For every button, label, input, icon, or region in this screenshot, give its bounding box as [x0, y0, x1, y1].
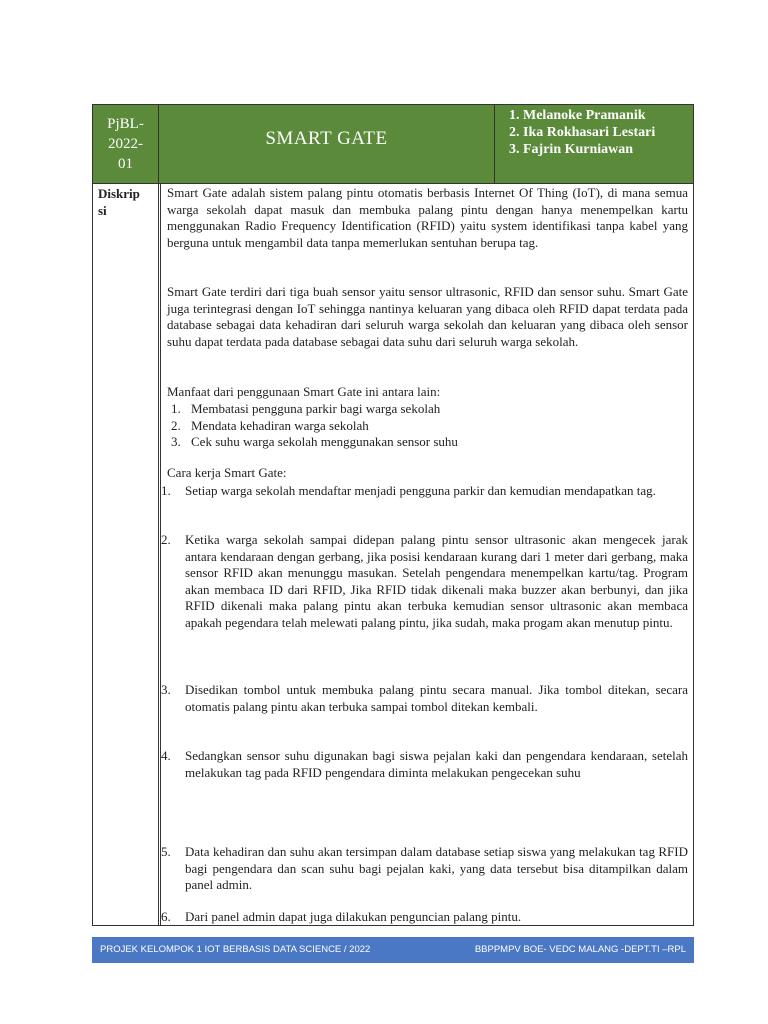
- description-cell: Smart Gate adalah sistem palang pintu otomatis berbasis Internet Of Thing (IoT), di mana semua warga sekolah dapat masuk dan membuka palang pintu dengan hanya menempelkan kartu menggunakan Radio Frequency Identification (RFID) yaitu system identifikasi tanpa kabel yang berguna untuk mengambil data tanpa memerlukan sentuhan berupa tag. Smart Gate terdiri dari tiga buah sensor yaitu sensor ultrasonic, RFID dan sensor suhu. Smart Gate juga terintegrasi dengan IoT sehingga nantinya keluaran yang dibaca oleh RFID dapat terdata pada database sebagai data kehadiran dari seluruh warga sekolah dan keluaran yang dibaca oleh sensor suhu dapat terdata pada database sebagai data suhu dari seluruh warga sekolah. Manfaat dari penggunaan Smart Gate ini antara lain: 1. Membatasi pengguna parkir bagi warga sekolah 2. Mendata kehadiran warga sekolah 3. Cek suhu warga sekolah menggunakan sensor suhu Cara kerja Smart Gate: 1. Setiap warga sekolah mendaftar menjadi pengguna parkir dan kemudian mendapatkan tag. 2. Ketika warga sekolah sampai didepan palang pintu sensor ultrasonic akan mengecek jarak antara kendaraan dengan gerbang, jika posisi kendaraan kurang dari 1 meter dari gerbang, maka sensor RFID akan menunggu masukan. Setelah pengendara menempelkan kartu/tag. Program akan membaca ID dari RFID, Jika RFID tidak dikenali maka buzzer akan berbunyi, dan jika RFID dikenali maka palang pintu akan terbuka kemudian sensor ultrasonic akan membaca apakah pegendara telah melewati palang pintu, jika sudah, maka progam akan menutup pintu. 3. Disedikan tombol untuk membuka palang pintu secara manual. Jika tombol ditekan, secara otomatis palang pintu akan terbuka sampai tombol ditekan kembali. 4. Sedangkan sensor suhu digunakan bagi siswa pejalan kaki dan pengendara kendaraan, setelah melakukan tag pada RFID pengendara diminta melakukan pengecekan suhu 5. Data kehadiran dan suhu akan tersimpan dalam database setiap siswa yang melakukan tag RFID bagi pengendara dan scan suhu bagi pejalan kaki, yang data tersebut bisa ditampilkan dalam panel admin. 6. Dari panel admin dapat juga dilakukan penguncian palang pintu.: [160, 183, 694, 926]
- list-item: 1. Membatasi pengguna parkir bagi warga sekolah: [171, 401, 441, 416]
- team-members: [494, 104, 694, 184]
- project-code: PjBL- 2022- 01: [92, 104, 159, 184]
- steps-intro: Cara kerja Smart Gate:: [167, 465, 287, 480]
- member-item: 2. Ika Rokhasari Lestari: [523, 124, 687, 141]
- benefits-list: [167, 401, 688, 451]
- section-label-cell: [92, 183, 159, 926]
- member-item: 3. Fajrin Kurniawan: [523, 141, 687, 158]
- table-header: [92, 104, 694, 184]
- member-item: 1. Melanoke Pramanik: [523, 107, 687, 124]
- intro-paragraph: Smart Gate adalah sistem palang pintu otomatis berbasis Internet Of Thing (IoT), di mana semua warga sekolah dapat masuk dan membuka palang pintu dengan hanya menempelkan kartu menggunakan Radio Frequency Identification (RFID) yaitu system identifikasi tanpa kabel yang berguna untuk mengambil data tanpa memerlukan sentuhan berupa tag.: [167, 185, 688, 250]
- footer-left: PROJEK KELOMPOK 1 IOT BERBASIS DATA SCIENCE / 2022: [100, 944, 371, 955]
- sensors-paragraph: Smart Gate terdiri dari tiga buah sensor yaitu sensor ultrasonic, RFID dan sensor suhu. Smart Gate juga terintegrasi dengan IoT sehingga nantinya keluaran yang dibaca oleh RFID dapat terdata pada database sebagai data kehadiran dari seluruh warga sekolah dan keluaran yang dibaca oleh sensor suhu dapat terdata pada database sebagai data suhu dari seluruh warga sekolah.: [167, 284, 688, 349]
- list-item: 3. Cek suhu warga sekolah menggunakan sensor suhu: [171, 434, 458, 450]
- project-title: SMART GATE: [158, 104, 495, 184]
- benefits-intro: Manfaat dari penggunaan Smart Gate ini antara lain:: [167, 384, 441, 399]
- list-item: 2. Mendata kehadiran warga sekolah: [171, 417, 369, 433]
- page-footer: [92, 937, 694, 963]
- section-label: Diskrip si: [98, 186, 140, 218]
- footer-right: BBPPMPV BOE- VEDC MALANG -DEPT.TI –RPL: [474, 944, 686, 955]
